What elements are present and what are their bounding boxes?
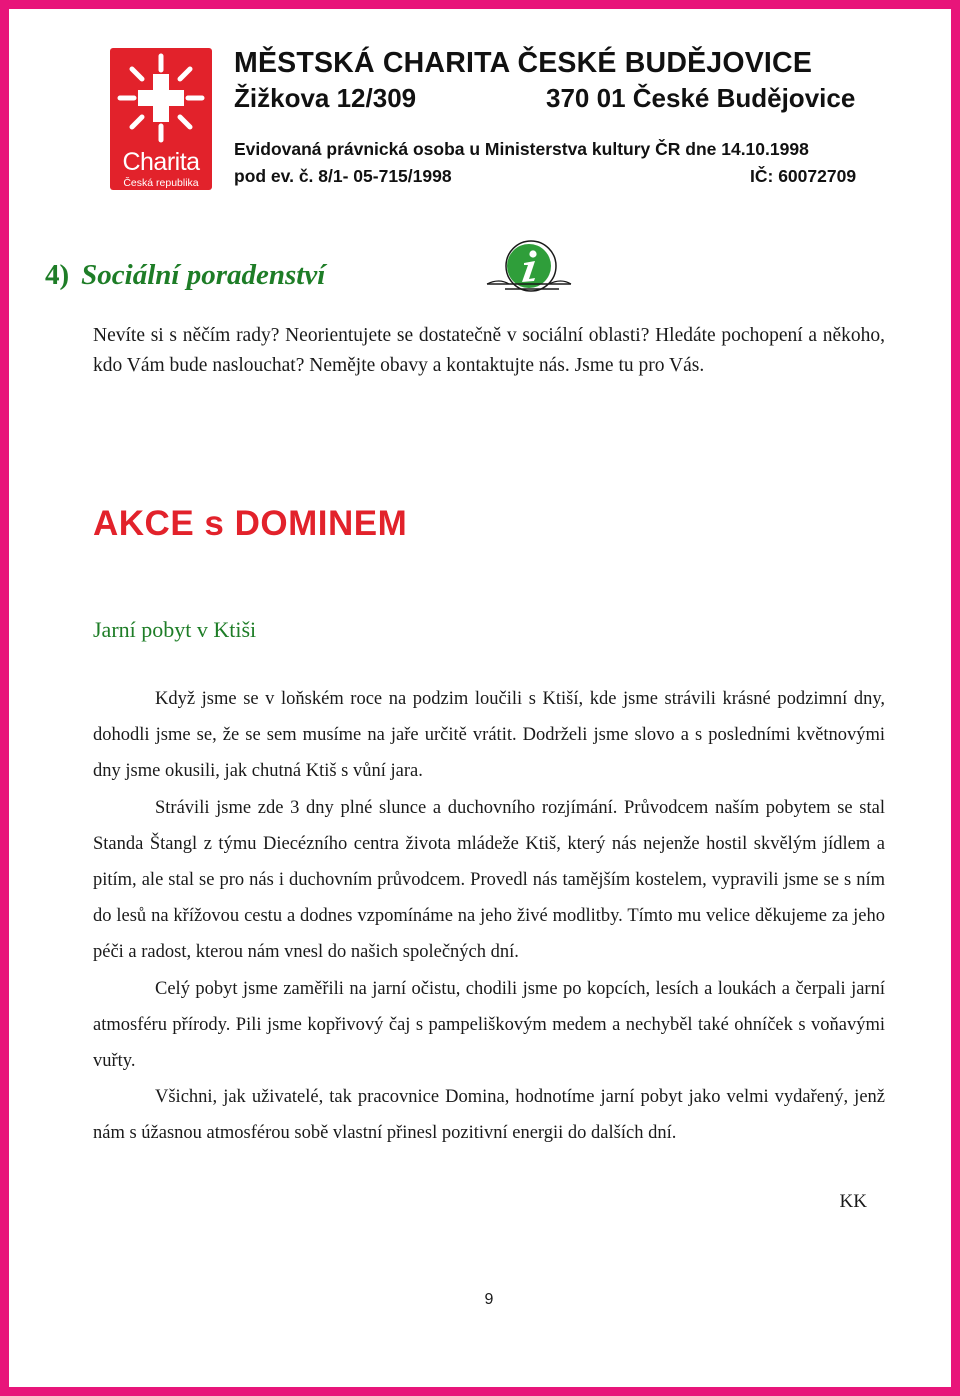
section-title (45, 259, 325, 292)
city-address: 370 01 České Budějovice (546, 83, 856, 113)
article-heading: AKCE s DOMINEM (93, 504, 408, 543)
section-number: 4) (45, 259, 70, 291)
author-signature: KK (839, 1191, 867, 1212)
registration-line: Evidovaná právnická osoba u Ministerstva kultury ČR dne 14.10.1998 (234, 139, 809, 159)
paragraph: Když jsme se v loňském roce na podzim loučili s Ktiší, kde jsme strávili krásné podzimní dny, dohodli jsme se, že se sem musíme na jaře určitě vrátit. Dodrželi jsme slovo a s posledními květnovými dny jsme okusili, jak chutná Ktiš s vůní jara. (93, 689, 885, 782)
paragraph: Strávili jsme zde 3 dny plné slunce a duchovního rozjímání. Průvodcem naším pobytem se stal Standa Štangl z týmu Diecézního centra života mládeže Ktiš, který nás nejenže hostil skvělým jídlem a pitím, ale stal se pro nás i duchovním průvodcem. Provedl nás tamějším kostelem, vypravili jsme se s ním do lesů na křížovou cestu a dodnes vzpomínáme na jeho živé modlitby. Tímto mu velice děkujeme za jeho péči a radost, kterou nám vnesl do našich společných dní. (93, 797, 885, 963)
paragraph: Všichni, jak uživatelé, tak pracovnice Domina, hodnotíme jarní pobyt jako velmi vydařený, jenž nám s úžasnou atmosférou sobě vlastní přinesl pozitivní energii do dalších dní. (93, 1087, 885, 1144)
logo-name: Charita (122, 148, 200, 176)
logo-subtitle: Česká republika (123, 177, 199, 189)
charita-logo (110, 48, 212, 190)
article-subtitle: Jarní pobyt v Ktiši (93, 617, 257, 642)
company-id: IČ: 60072709 (750, 166, 857, 186)
registration-number: pod ev. č. 8/1- 05-715/1998 (234, 166, 452, 186)
organization-name: MĚSTSKÁ CHARITA ČESKÉ BUDĚJOVICE (234, 47, 813, 79)
section-title-text: Sociální poradenství (81, 259, 326, 291)
page-number: 9 (484, 1291, 494, 1308)
info-icon (479, 236, 579, 311)
paragraph: Celý pobyt jsme zaměřili na jarní očistu, chodili jsme po kopcích, lesích a loukách a čerpali jarní atmosféru přírody. Pili jsme kopřivový čaj s pampeliškovým medem a nechyběl také ohníček s voňavými vuřty. (93, 978, 885, 1072)
charita-cross-icon (110, 48, 212, 148)
street-address: Žižkova 12/309 (234, 83, 417, 113)
section-intro: Nevíte si s něčím rady? Neorientujete se dostatečně v sociální oblasti? Hledáte pochopení a někoho, kdo Vám bude naslouchat? Nemějte obavy a kontaktujte nás. Jsme tu pro Vás. (93, 325, 885, 376)
article-body (93, 681, 885, 1152)
